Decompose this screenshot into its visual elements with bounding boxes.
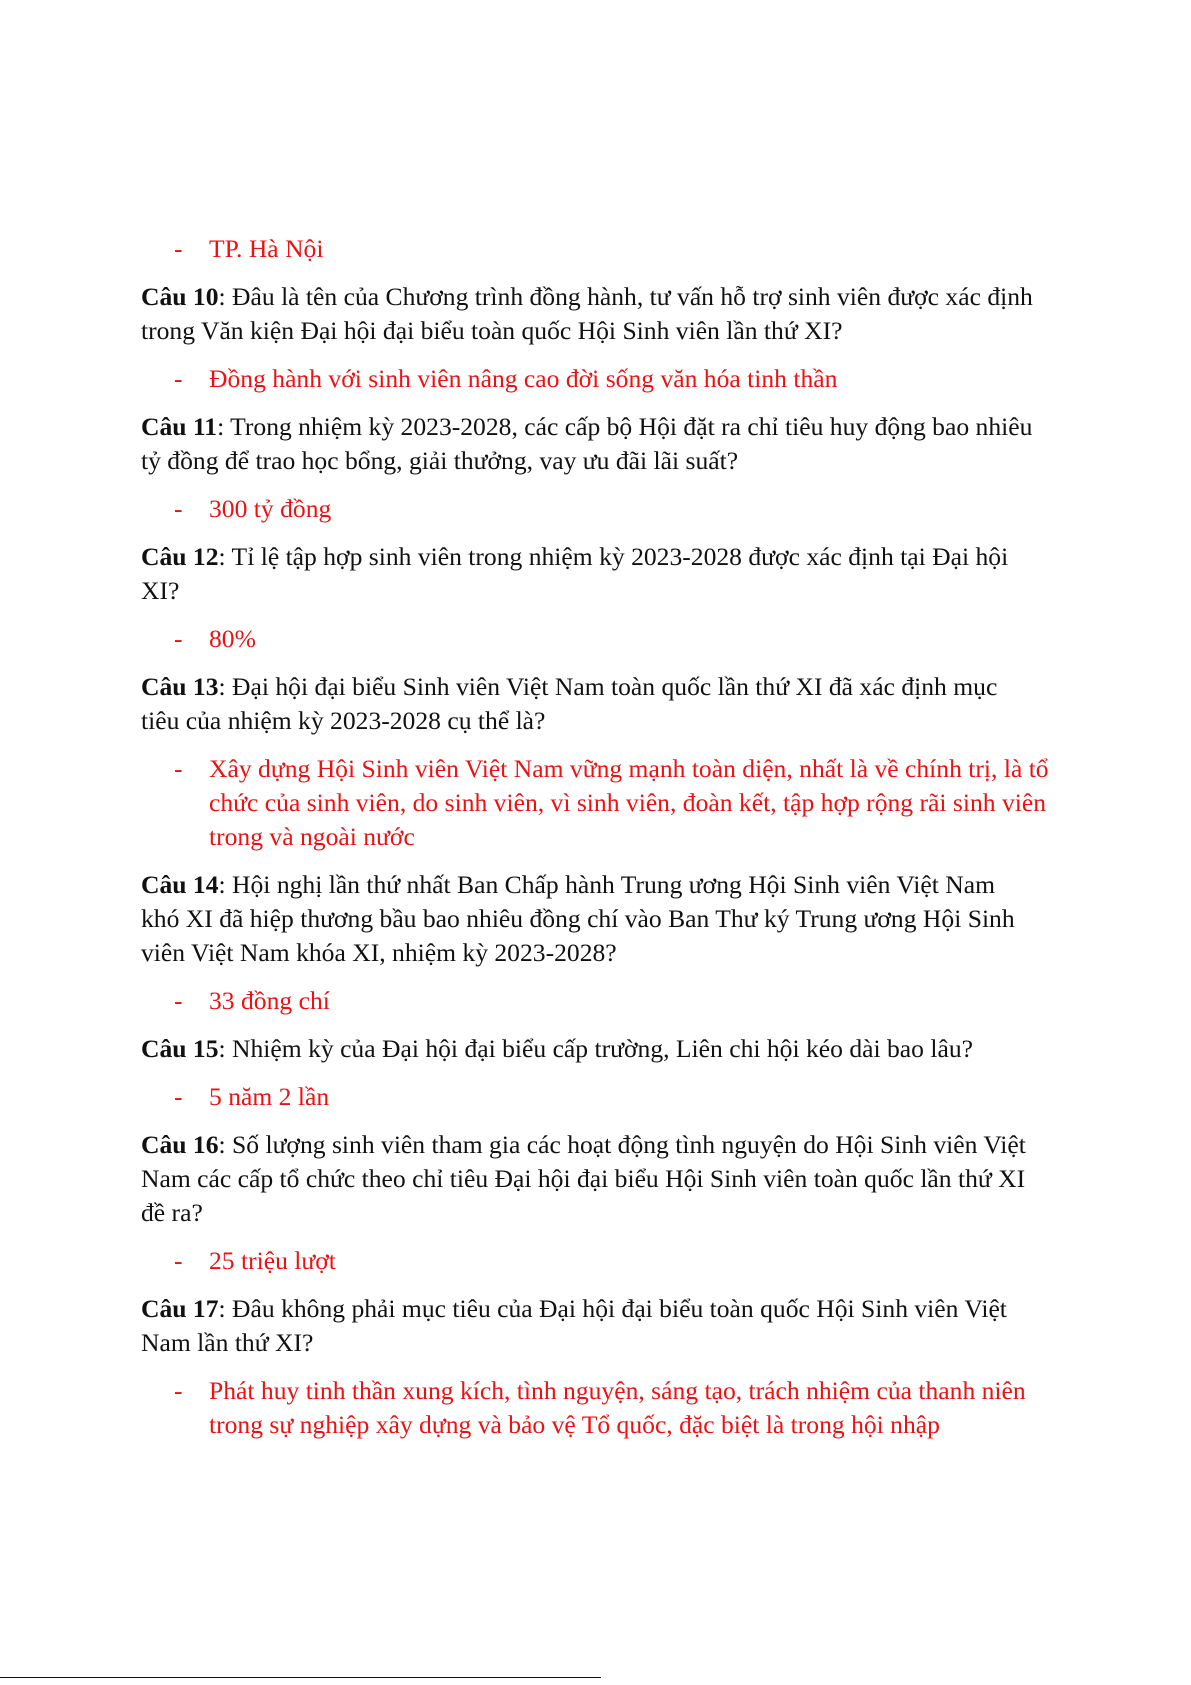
question-item [141, 410, 1061, 478]
answer-item [141, 752, 1061, 854]
question-text: : Trong nhiệm kỳ 2023-2028, các cấp bộ Hội đặt ra chỉ tiêu huy động bao nhiêu tỷ đồng để trao học bổng, giải thưởng, vay ưu đãi lãi suất? [141, 412, 1033, 475]
question-text: : Đâu là tên của Chương trình đồng hành, tư vấn hỗ trợ sinh viên được xác định trong Văn kiện Đại hội đại biểu toàn quốc Hội Sinh viên lần thứ XI? [141, 282, 1033, 345]
question-label: Câu 14 [141, 870, 219, 899]
question-item [141, 280, 1061, 348]
question-label: Câu 13 [141, 672, 219, 701]
bullet-dash: - [174, 1246, 183, 1275]
answer-item [141, 1080, 1061, 1114]
answer-item [141, 362, 1061, 396]
answer-item [141, 1244, 1061, 1278]
question-text: : Tỉ lệ tập hợp sinh viên trong nhiệm kỳ 2023-2028 được xác định tại Đại hội XI? [141, 542, 1009, 605]
question-text: : Số lượng sinh viên tham gia các hoạt động tình nguyện do Hội Sinh viên Việt Nam các cấp tổ chức theo chỉ tiêu Đại hội đại biểu Hội Sinh viên toàn quốc lần thứ XI đề ra? [141, 1130, 1026, 1227]
bullet-dash: - [174, 234, 183, 263]
question-text: : Đại hội đại biểu Sinh viên Việt Nam toàn quốc lần thứ XI đã xác định mục tiêu của nhiệm kỳ 2023-2028 cụ thể là? [141, 672, 998, 735]
question-label: Câu 12 [141, 542, 219, 571]
bullet-dash: - [174, 754, 183, 783]
answer-text: 33 đồng chí [209, 986, 330, 1015]
question-item [141, 540, 1061, 608]
bullet-dash: - [174, 494, 183, 523]
footer-rule [0, 1677, 601, 1678]
bullet-dash: - [174, 1376, 183, 1405]
question-item [141, 868, 1061, 970]
question-label: Câu 15 [141, 1034, 219, 1063]
bullet-dash: - [174, 624, 183, 653]
question-label: Câu 17 [141, 1294, 219, 1323]
answer-text: 5 năm 2 lần [209, 1082, 330, 1111]
bullet-dash: - [174, 364, 183, 393]
question-item [141, 1128, 1061, 1230]
document-page [141, 232, 1061, 1456]
answer-text: TP. Hà Nội [209, 234, 324, 263]
question-text: : Nhiệm kỳ của Đại hội đại biểu cấp trường, Liên chi hội kéo dài bao lâu? [218, 1034, 973, 1063]
answer-text: Phát huy tinh thần xung kích, tình nguyện, sáng tạo, trách nhiệm của thanh niên trong sự nghiệp xây dựng và bảo vệ Tổ quốc, đặc biệt là trong hội nhập [209, 1376, 1026, 1439]
answer-item [141, 1374, 1061, 1442]
answer-text: 25 triệu lượt [209, 1246, 336, 1275]
answer-text: 80% [209, 624, 256, 653]
question-label: Câu 10 [141, 282, 219, 311]
answer-text: Xây dựng Hội Sinh viên Việt Nam vững mạnh toàn diện, nhất là về chính trị, là tổ chức của sinh viên, do sinh viên, vì sinh viên, đoàn kết, tập hợp rộng rãi sinh viên trong và ngoài nước [209, 754, 1049, 851]
answer-text: 300 tỷ đồng [209, 494, 332, 523]
bullet-dash: - [174, 1082, 183, 1111]
question-item [141, 1292, 1061, 1360]
answer-item [141, 492, 1061, 526]
question-label: Câu 16 [141, 1130, 219, 1159]
answer-item [141, 232, 1061, 266]
question-text: : Đâu không phải mục tiêu của Đại hội đại biểu toàn quốc Hội Sinh viên Việt Nam lần thứ XI? [141, 1294, 1007, 1357]
bullet-dash: - [174, 986, 183, 1015]
question-label: Câu 11 [141, 412, 218, 441]
question-item [141, 670, 1061, 738]
question-item [141, 1032, 1061, 1066]
answer-item [141, 622, 1061, 656]
answer-text: Đồng hành với sinh viên nâng cao đời sống văn hóa tinh thần [209, 364, 838, 393]
answer-item [141, 984, 1061, 1018]
question-text: : Hội nghị lần thứ nhất Ban Chấp hành Trung ương Hội Sinh viên Việt Nam khó XI đã hiệp thương bầu bao nhiêu đồng chí vào Ban Thư ký Trung ương Hội Sinh viên Việt Nam khóa XI, nhiệm kỳ 2023-2028? [141, 870, 1015, 967]
